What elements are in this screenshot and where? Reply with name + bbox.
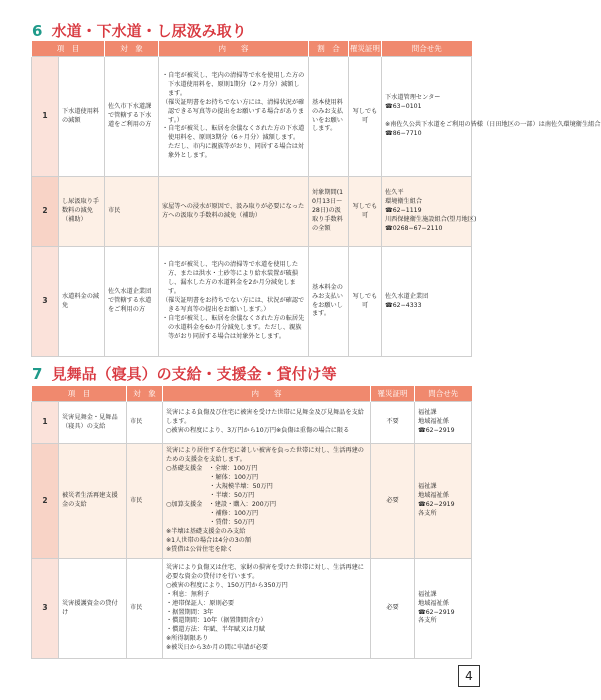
row-target: 市民 [127, 402, 163, 444]
row-rate: 基本料金のみお支払いをお願いします。 [309, 247, 349, 357]
row-item: 被災者生活再建支援金の支給 [59, 444, 127, 559]
row-content [159, 57, 309, 177]
row-cert: 必要 [371, 559, 415, 659]
header-content: 内 容 [163, 386, 371, 402]
row-item: 水道料金の減免 [59, 247, 105, 357]
header-cert: 罹災証明 [371, 386, 415, 402]
row-target: 市民 [127, 444, 163, 559]
row-cert: 不要 [371, 402, 415, 444]
content-line: ・自宅が被災し、宅内の清掃等で水道を使用した方、または洪水・土砂等により給水装置が破損し、漏水した方の水道料金を2か月分減免します。 [162, 261, 299, 296]
content-line: （罹災証明書をお持ちでない方には、清掃状況が確認できる写真等の提出をお願いする場合があります。） [162, 98, 305, 124]
row-rate: 対象期間(10月13日〜28日)の汲取り手数料の全額 [309, 177, 349, 247]
row-number: 2 [32, 177, 59, 247]
row-item: し尿汲取り手数料の減免（補助） [59, 177, 105, 247]
header-target: 対 象 [105, 41, 159, 57]
row-content [159, 177, 309, 247]
row-cert: 写しでも可 [349, 247, 382, 357]
table-row [32, 444, 472, 559]
row-item: 災害見舞金・見舞品（寝具）の支給 [59, 402, 127, 444]
row-contact: 福祉課 地域福祉係 ☎62−2919 [415, 402, 472, 444]
row-number: 2 [32, 444, 59, 559]
row-item: 下水道使用料の減額 [59, 57, 105, 177]
row-content [159, 247, 309, 357]
section-7-heading: 見舞品（寝具）の支給・支援金・貸付け等 [51, 365, 337, 383]
table-row [32, 57, 472, 177]
section-6-heading: 水道・下水道・し尿汲み取り [51, 22, 247, 40]
row-contact: 下水道管理センター ☎63−0101 ※南佐久公共下水道をご利用の皆様（日田地区の一部）は南佐久環境衛生組合 ☎86−7710 [382, 57, 472, 177]
row-content: 災害による負傷及び住宅に被害を受けた世帯に見舞金及び見舞品を支給します。 ○被害の程度により、3万円から10万円※負傷は重傷の場合に限る [163, 402, 371, 444]
row-number: 1 [32, 57, 59, 177]
content-line: ・自宅が被災し、宅内の清掃等で水を使用した方の下水道使用料を、原則1期分（2ヶ月分）減額します。 [162, 71, 305, 97]
row-cert: 写しでも可 [349, 57, 382, 177]
header-item: 項 目 [32, 41, 105, 57]
content-line: ・自宅が被災し、転居を余儀なくされた方の下水道使用料を、原則3期分（6ヶ月分）減額します。ただし、市内に親族等がおり、同居する場合は対象外とします。 [162, 125, 305, 160]
row-rate: 基本使用料のみお支払いをお願いします。 [309, 57, 349, 177]
section-6-title [32, 20, 247, 41]
header-item: 項 目 [32, 386, 127, 402]
row-content: 災害により居住する住宅に著しい被害を負った世帯に対し、生活再建のための支援金を支給します。 ○基礎支援金 ・全壊：100万円 ・解体：100万円 ・大規模半壊：50万円 ・半壊：50万円 ○加算支援金 ・建設・購入：200万円 ・補修：100万円 ・賃借：50万円 ※半壊は基礎支援金のみ支給 ※1人世帯の場合は4分の3の額 ※賃借は公営住宅を除く [163, 444, 371, 559]
row-target: 佐久水道企業団で管轄する水道をご利用の方 [105, 247, 159, 357]
table-row [32, 247, 472, 357]
table-row [32, 177, 472, 247]
row-cert: 必要 [371, 444, 415, 559]
row-target: 佐久市下水道課で管轄する下水道をご利用の方 [105, 57, 159, 177]
section-7-number: 7 [32, 365, 43, 383]
section-6-number: 6 [32, 22, 43, 40]
row-contact: 福祉課 地域福祉係 ☎62−2919 各支所 [415, 444, 472, 559]
row-contact: 福祉課 地域福祉係 ☎62−2919 各支所 [415, 559, 472, 659]
table-row [32, 559, 472, 659]
header-contact: 問合せ先 [415, 386, 472, 402]
header-cert: 罹災証明 [349, 41, 382, 57]
header-contact: 問合せ先 [382, 41, 472, 57]
row-contact: 佐久平 環境衛生組合 ☎62−1119 川西保健衛生施設組合(望月地区) ☎0268−67−2110 [382, 177, 472, 247]
page-number: 4 [458, 665, 480, 687]
header-rate: 割 合 [309, 41, 349, 57]
content-line: （罹災証明書をお持ちでない方には、状況が確認できる写真等の提出をお願いします。） [162, 297, 305, 313]
header-target: 対 象 [127, 386, 163, 402]
row-number: 1 [32, 402, 59, 444]
row-cert: 写しでも可 [349, 177, 382, 247]
row-number: 3 [32, 247, 59, 357]
row-target: 市民 [127, 559, 163, 659]
row-target: 市民 [105, 177, 159, 247]
content-line: 家屋等への浸水が原因で、汲み取りが必要になった方への汲取り手数料の減免（補助） [162, 202, 305, 219]
row-item: 災害援護資金の貸付け [59, 559, 127, 659]
row-content: 災害により負傷又は住宅、家財の損害を受けた世帯に対し、生活再建に必要な資金の貸付けを行います。 ○被害の程度により、150万円から350万円 ・利息：無利子 ・連帯保証人：原則必要 ・据置期間：3年 ・償還期間：10年（据置期間含む） ・償還方法：年賦、半年賦又は月賦 ※所得制限あり ※被災日から3か月の間に申請が必要 [163, 559, 371, 659]
section-7-title [32, 363, 337, 384]
row-number: 3 [32, 559, 59, 659]
row-contact: 佐久水道企業団 ☎62−4333 [382, 247, 472, 357]
content-line: ・自宅が被災し、転居を余儀なくされた方の転居先の水道料金を6か月分減免します。ただし、親族等がおり同居する場合は対象外とします。 [162, 314, 305, 340]
section-6-table [31, 41, 601, 357]
section-7-table [31, 386, 472, 659]
header-content: 内 容 [159, 41, 309, 57]
table-row [32, 402, 472, 444]
